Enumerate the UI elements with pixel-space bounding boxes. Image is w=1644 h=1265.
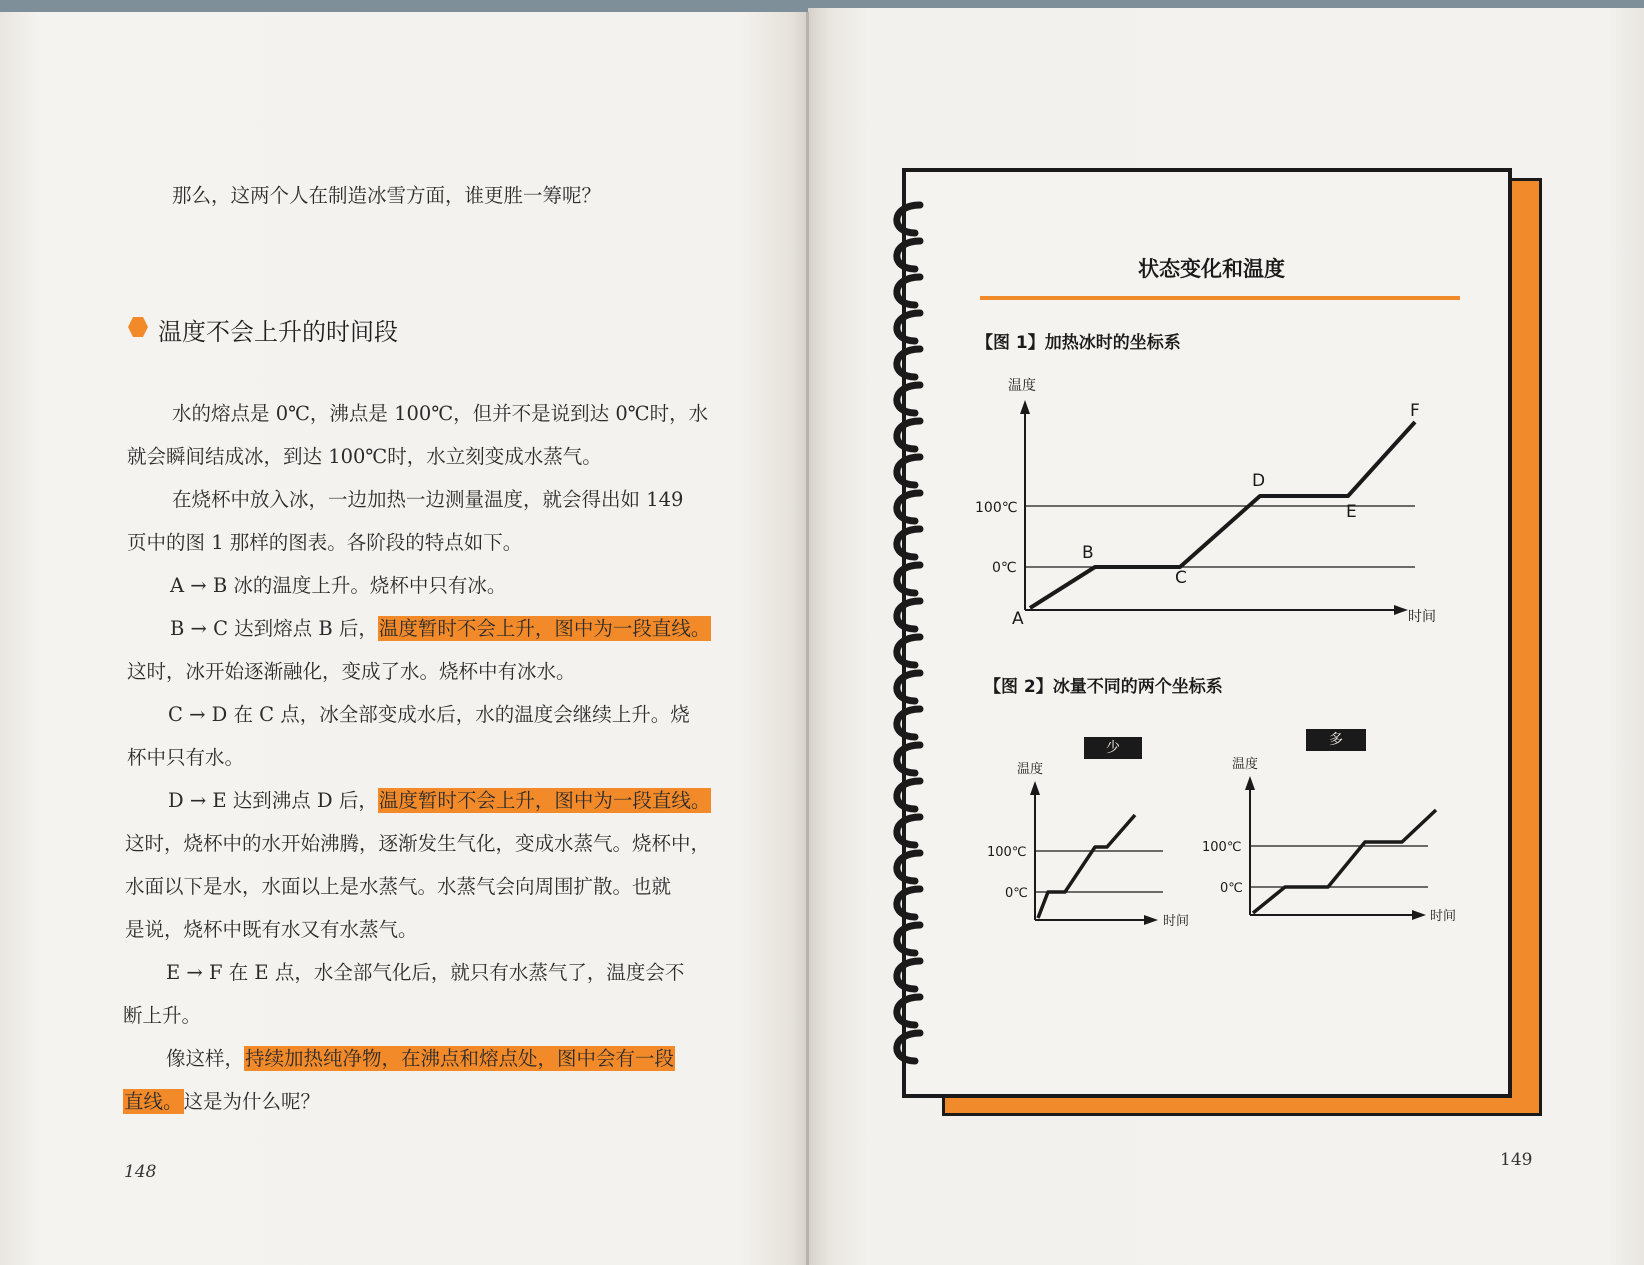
spiral-ring-icon xyxy=(897,853,920,917)
y-axis-label: 温度 xyxy=(1008,378,1036,394)
tick-label-0c: 0℃ xyxy=(1220,881,1243,896)
paragraph-line: 这时，烧杯中的水开始沸腾，逐渐发生气化，变成水蒸气。烧杯中， xyxy=(125,832,711,855)
spiral-binding xyxy=(880,195,950,1095)
tick-label-100c: 100℃ xyxy=(1202,840,1242,855)
stage-de-label: D → E 达到沸点 D 后， xyxy=(168,789,378,812)
temperature-curve-more xyxy=(1253,810,1436,913)
point-label-b: B xyxy=(1082,543,1094,563)
y-axis-arrow-icon xyxy=(1020,400,1030,414)
section-heading: 温度不会上升的时间段 xyxy=(158,318,398,346)
point-label-d: D xyxy=(1252,471,1266,491)
tag-more: 多 xyxy=(1306,729,1366,751)
point-label-c: C xyxy=(1175,568,1187,588)
y-axis-arrow-icon xyxy=(1030,781,1040,795)
notebook-title: 状态变化和温度 xyxy=(1138,257,1285,281)
spiral-ring-icon xyxy=(897,205,920,269)
spiral-ring-icon xyxy=(897,421,920,485)
tick-label-0c: 0℃ xyxy=(1005,886,1028,901)
x-axis-arrow-icon xyxy=(1394,605,1408,615)
spiral-ring-icon xyxy=(897,637,920,701)
x-axis-arrow-icon xyxy=(1144,915,1158,925)
stage-cd-text: C → D 在 C 点，冰全部变成水后，水的温度会继续上升。烧 xyxy=(168,703,690,726)
paragraph-line: 这时，冰开始逐渐融化，变成了水。烧杯中有冰水。 xyxy=(127,660,576,683)
paragraph-line: 断上升。 xyxy=(123,1004,202,1027)
figure2-chart-more xyxy=(1200,750,1460,930)
x-axis-label: 时间 xyxy=(1408,609,1436,625)
figure2-chart-less xyxy=(985,755,1195,935)
figure2-caption: 【图 2】冰量不同的两个坐标系 xyxy=(984,677,1223,697)
stage-bc-label: B → C 达到熔点 B 后， xyxy=(170,617,378,640)
paragraph-line: 在烧杯中放入冰，一边加热一边测量温度，就会得出如 149 xyxy=(172,488,684,511)
spiral-ring-icon xyxy=(897,493,920,557)
stage-bc-text xyxy=(170,619,711,639)
tag-less: 少 xyxy=(1084,737,1142,759)
spiral-ring-icon xyxy=(897,997,920,1061)
spiral-ring-icon xyxy=(897,349,920,413)
conclusion-lead: 像这样， xyxy=(166,1047,245,1070)
spiral-ring-icon xyxy=(897,781,920,845)
spiral-ring-icon xyxy=(897,925,920,989)
page-number-left: 148 xyxy=(124,1162,157,1182)
y-axis-label: 温度 xyxy=(1017,762,1044,777)
paragraph-line: 水面以下是水，水面以上是水蒸气。水蒸气会向周围扩散。也就 xyxy=(125,875,672,898)
figure1-chart xyxy=(970,370,1470,640)
x-axis-arrow-icon xyxy=(1412,910,1426,920)
tick-label-100c: 100℃ xyxy=(987,845,1027,860)
conclusion-line xyxy=(166,1049,675,1069)
stage-ab-text: A → B 冰的温度上升。烧杯中只有冰。 xyxy=(170,574,507,597)
highlight-de: 温度暂时不会上升，图中为一段直线。 xyxy=(378,789,711,812)
y-axis-arrow-icon xyxy=(1245,776,1255,790)
point-label-e: E xyxy=(1346,502,1357,522)
point-label-f: F xyxy=(1410,401,1420,421)
book-spine xyxy=(806,12,809,1265)
spiral-ring-icon xyxy=(897,709,920,773)
point-label-a: A xyxy=(1012,609,1024,629)
stage-ef-text: E → F 在 E 点，水全部气化后，就只有水蒸气了，温度会不 xyxy=(166,961,685,984)
x-axis-label: 时间 xyxy=(1430,909,1457,924)
title-underline xyxy=(980,296,1460,300)
paragraph-line: 杯中只有水。 xyxy=(127,746,245,769)
tick-label-0c: 0℃ xyxy=(992,560,1017,576)
intro-text: 那么，这两个人在制造冰雪方面，谁更胜一筹呢？ xyxy=(172,184,602,207)
spiral-ring-icon xyxy=(897,277,920,341)
conclusion-question: 这是为什么呢？ xyxy=(183,1090,321,1113)
figure1-caption: 【图 1】加热冰时的坐标系 xyxy=(976,333,1181,353)
y-axis-label: 温度 xyxy=(1232,757,1259,772)
x-axis-label: 时间 xyxy=(1163,914,1190,929)
highlight-conclusion-2: 直线。 xyxy=(124,1090,183,1113)
tick-label-100c: 100℃ xyxy=(975,500,1018,516)
paragraph-line: 是说，烧杯中既有水又有水蒸气。 xyxy=(125,918,418,941)
paragraph-line: 水的熔点是 0℃，沸点是 100℃，但并不是说到达 0℃时，水 xyxy=(172,402,709,425)
spiral-ring-icon xyxy=(897,565,920,629)
highlight-conclusion-1: 持续加热纯净物，在沸点和熔点处，图中会有一段 xyxy=(245,1047,675,1070)
stage-de-text xyxy=(168,791,711,811)
paragraph-line: 就会瞬间结成冰，到达 100℃时，水立刻变成水蒸气。 xyxy=(127,445,602,468)
page-number-right: 149 xyxy=(1500,1150,1533,1170)
temperature-curve xyxy=(1030,422,1415,608)
highlight-bc: 温度暂时不会上升，图中为一段直线。 xyxy=(378,617,711,640)
conclusion-line-2 xyxy=(123,1092,320,1112)
temperature-curve-less xyxy=(1038,815,1135,918)
paragraph-line: 页中的图 1 那样的图表。各阶段的特点如下。 xyxy=(127,531,523,554)
